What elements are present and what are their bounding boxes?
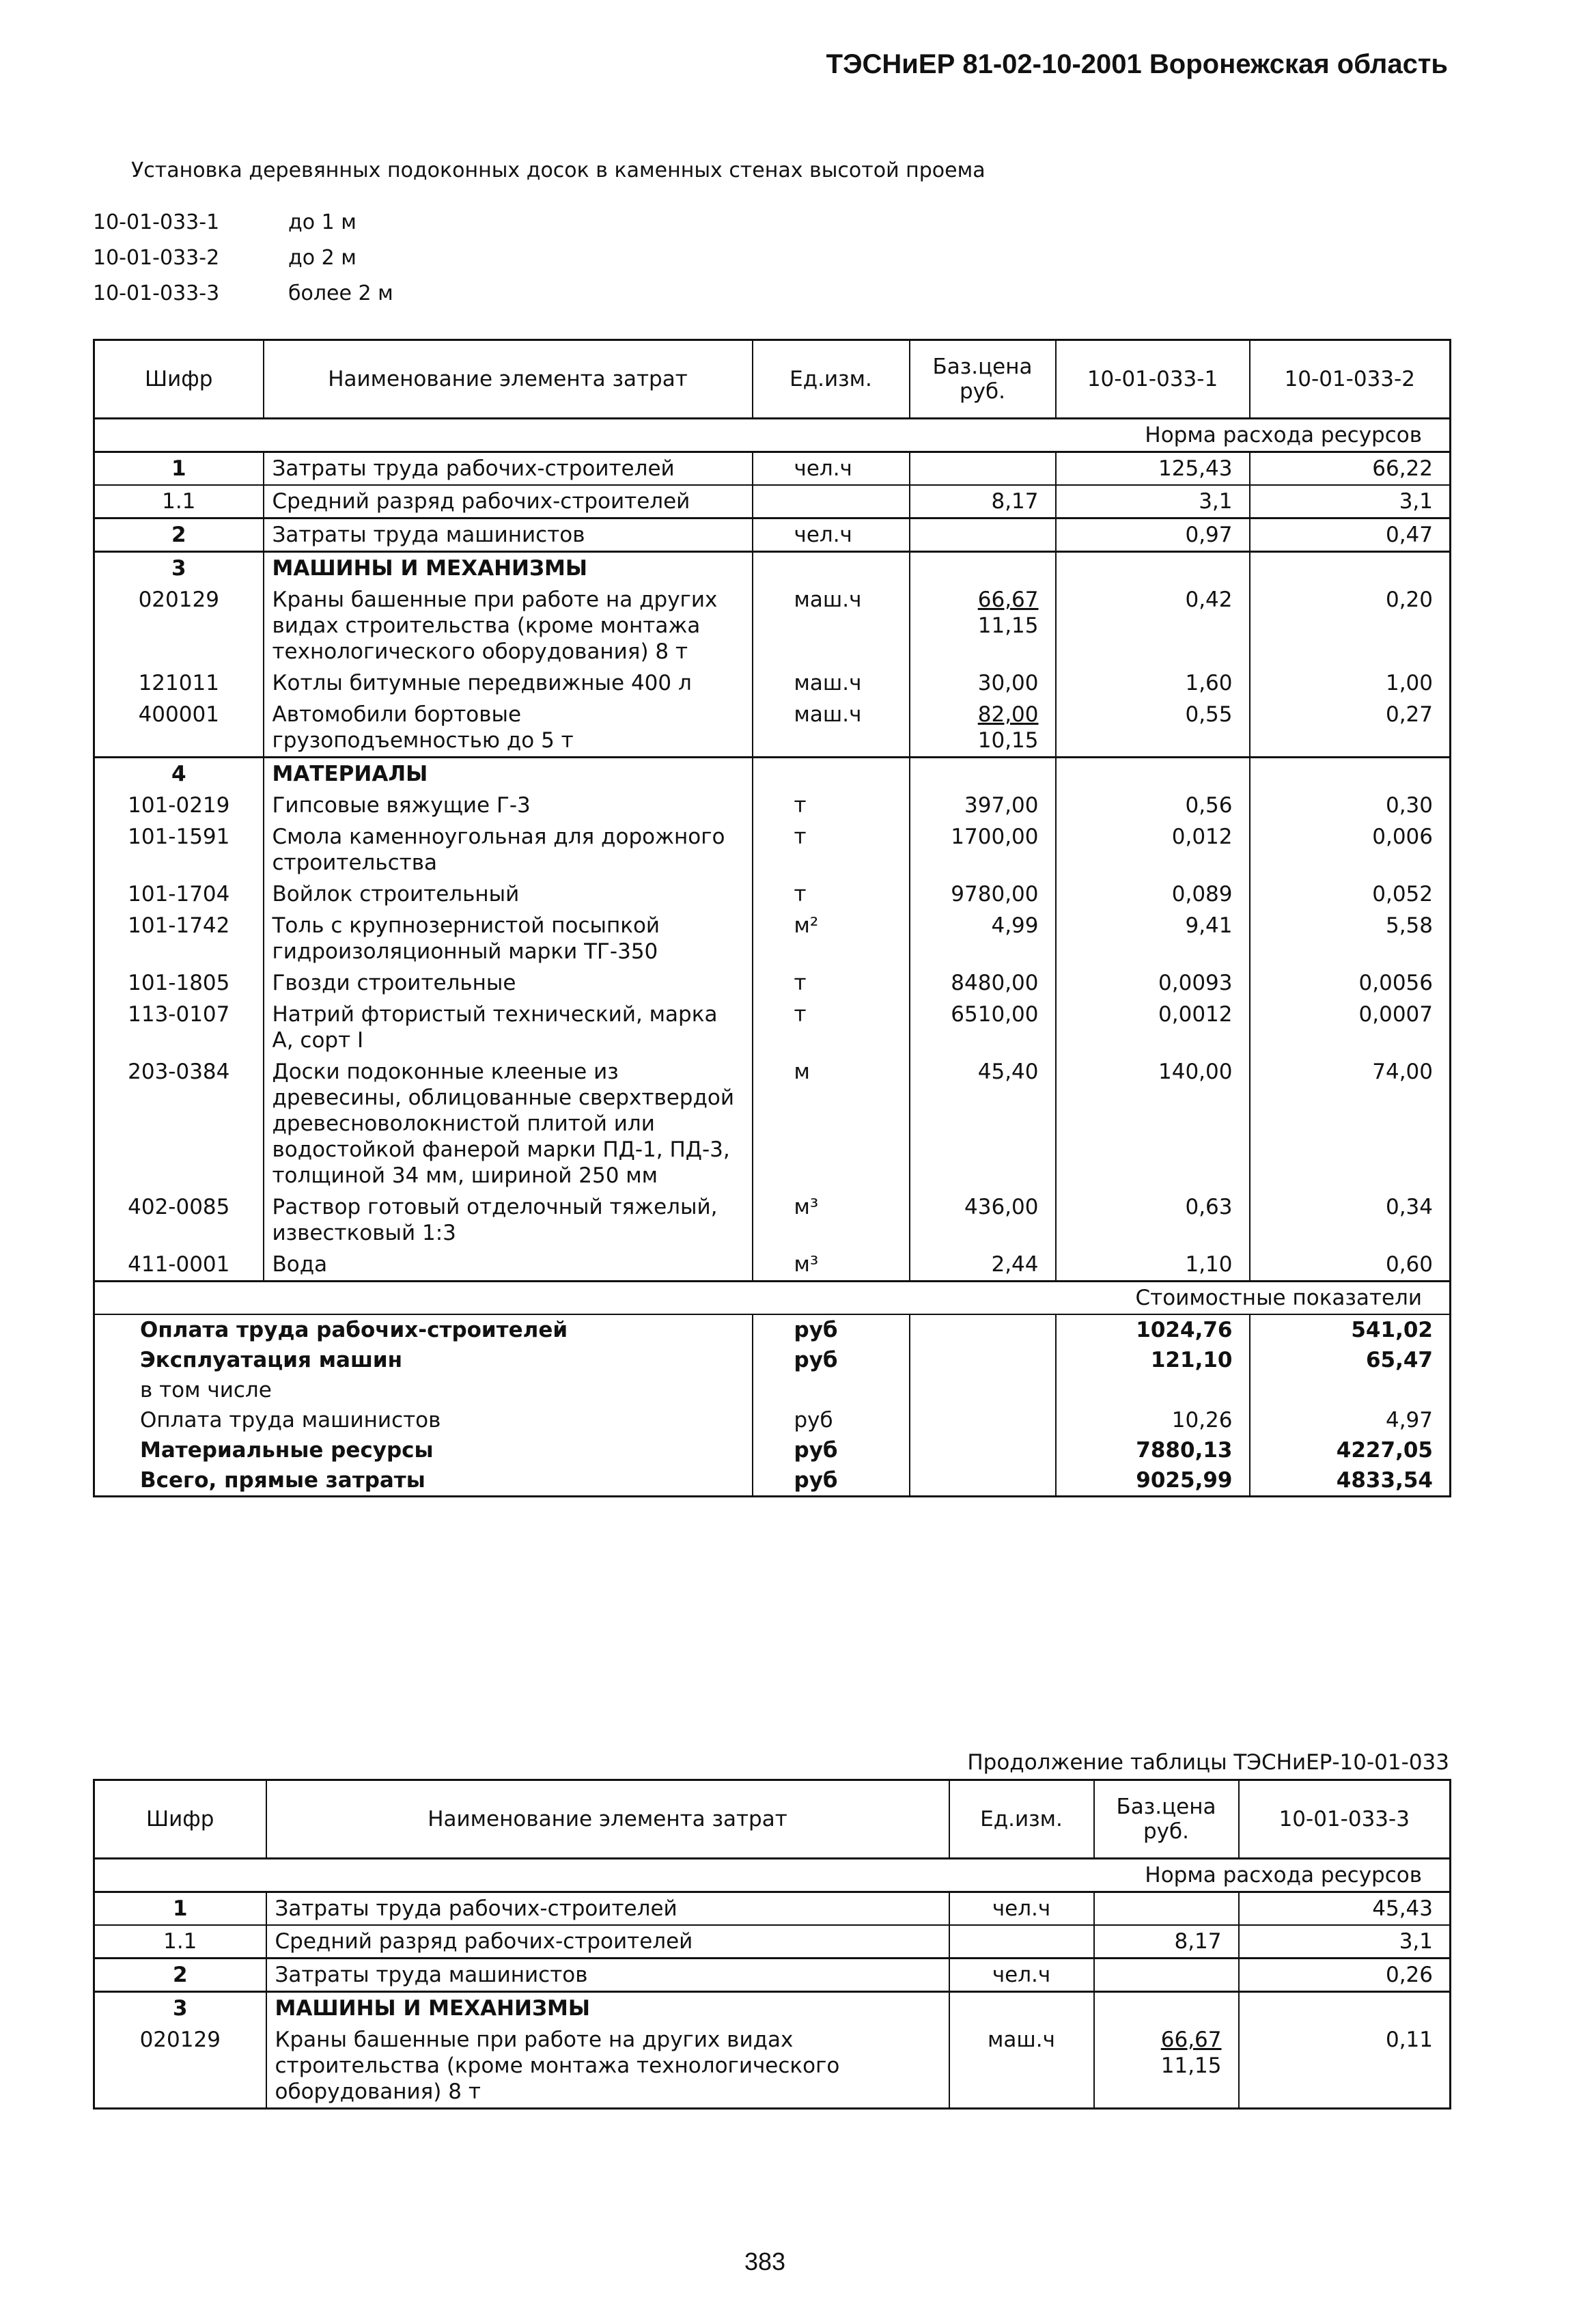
cell-v1 [1056,552,1250,585]
cell-unit: т [753,999,910,1056]
variant-name: до 2 м [288,246,357,270]
table-header [94,340,1451,419]
table-2-body [94,1892,1451,2109]
price-value: 2,44 [991,1252,1039,1277]
cell-v3: 45,43 [1239,1892,1451,1926]
total-name: Оплата труда рабочих-строителей [140,1318,568,1342]
total-price-empty [910,1405,1056,1435]
norms-table-2 [93,1779,1451,2109]
cell-name: Раствор готовый отделочный тяжелый, известковый 1:3 [264,1191,753,1249]
cell-v2: 74,00 [1250,1056,1451,1191]
cell-price [910,552,1056,585]
total-price-empty [910,1465,1056,1497]
cell-unit [949,1925,1094,1959]
cell-unit: маш.ч [949,2024,1094,2109]
cell-unit: т [753,967,910,999]
cell-name: Затраты труда машинистов [264,518,753,552]
cell-v1: 1,10 [1056,1249,1250,1282]
cell-code: 402-0085 [128,1195,230,1219]
cell-name: Толь с крупнозернистой посыпкой гидроизоляционный марки ТГ-350 [264,910,753,967]
cell-price [910,518,1056,552]
price-value: 66,67 [1160,2028,1222,2052]
cell-price [910,452,1056,486]
continuation-caption: Продолжение таблицы ТЭСНиЕР-10-01-033 [967,1750,1449,1775]
total-price-empty [910,1345,1056,1375]
cell-unit [753,485,910,518]
cell-price [910,758,1056,790]
norm-label: Норма расхода ресурсов [94,1859,1451,1892]
table-row [94,485,1451,518]
total-unit [753,1375,910,1405]
variant-code: 10-01-033-3 [93,281,220,305]
cell-v1: 0,089 [1056,879,1250,910]
cell-v2: 0,34 [1250,1191,1451,1249]
cell-price [910,1191,1056,1249]
table-1-totals [94,1314,1451,1497]
cell-v3: 0,26 [1239,1959,1451,1992]
total-v1: 1024,76 [1056,1314,1250,1345]
cell-v2: 0,30 [1250,790,1451,821]
header-price: Баз.цена руб. [1094,1780,1239,1859]
total-v1 [1056,1375,1250,1405]
variant-item [93,276,393,312]
total-v2: 4,97 [1250,1405,1451,1435]
cell-unit: чел.ч [949,1959,1094,1992]
cell-name: Краны башенные при работе на других видах строительства (кроме монтажа технологического оборудования) 8 т [266,2024,949,2109]
variant-item [93,240,393,276]
cell-v3: 0,11 [1239,2024,1451,2109]
header-shifr: Шифр [94,1780,266,1859]
cell-code: 101-0219 [128,793,230,818]
cell-name: Доски подоконные клееные из древесины, облицованные сверхтвердой древесноволокнистой плитой или водостойкой фанерой марки ПД-1, ПД-3, толщиной 34 мм, шириной 250 мм [264,1056,753,1191]
price-value: 30,00 [977,671,1039,695]
table-row [94,999,1451,1056]
header-col-1: 10-01-033-1 [1056,340,1250,419]
cell-unit: м³ [753,1249,910,1282]
norm-label-row [94,1859,1451,1892]
cell-price [910,999,1056,1056]
total-v2: 4227,05 [1250,1435,1451,1465]
table-row [94,552,1451,585]
cell-code: 101-1704 [128,882,230,907]
cell-code: 203-0384 [128,1060,230,1084]
total-price-empty [910,1375,1056,1405]
price-value: 45,40 [977,1060,1039,1084]
cell-code: 1.1 [94,485,264,518]
header-col-3: 10-01-033-3 [1239,1780,1451,1859]
cell-v1: 125,43 [1056,452,1250,486]
price-value: 8,17 [991,489,1039,514]
cell-name: Автомобили бортовые грузоподъемностью до 5 т [264,699,753,758]
variant-name: более 2 м [288,281,393,305]
cell-code: 101-1742 [128,913,230,938]
total-v1: 10,26 [1056,1405,1250,1435]
cell-code: 113-0107 [128,1002,230,1027]
cell-price [1094,1959,1239,1992]
cell-unit [949,1992,1094,2025]
cell-name: Средний разряд рабочих-строителей [264,485,753,518]
header-unit: Ед.изм. [949,1780,1094,1859]
table-row [94,518,1451,552]
cell-unit: т [753,790,910,821]
cell-unit [753,552,910,585]
table-row [94,1191,1451,1249]
cell-code: 1 [94,452,264,486]
norms-table-1 [93,339,1451,1497]
cost-label: Стоимостные показатели [94,1282,1451,1315]
cell-price [910,879,1056,910]
cell-price [910,821,1056,879]
price-secondary: 11,15 [977,613,1039,638]
total-name: в том числе [140,1378,272,1402]
cell-name: Затраты труда рабочих-строителей [266,1892,949,1926]
cell-price [910,1249,1056,1282]
cell-code: 020129 [139,2028,221,2052]
cell-name: Краны башенные при работе на других видах строительства (кроме монтажа технологического оборудования) 8 т [264,584,753,667]
cell-name: Натрий фтористый технический, марка А, сорт I [264,999,753,1056]
cell-price [1094,2024,1239,2109]
cell-v1: 0,42 [1056,584,1250,667]
cell-price [910,967,1056,999]
price-value: 82,00 [977,702,1039,727]
totals-row [94,1314,1451,1345]
total-name: Эксплуатация машин [140,1348,403,1372]
cell-name: Средний разряд рабочих-строителей [266,1925,949,1959]
price-value: 1700,00 [951,825,1039,849]
table-row [94,1249,1451,1282]
cell-v2: 0,60 [1250,1249,1451,1282]
cell-code: 101-1805 [128,971,230,995]
table-row [94,1959,1451,1992]
cell-unit: чел.ч [753,452,910,486]
cell-price [910,584,1056,667]
table-row [94,452,1451,486]
total-v2: 65,47 [1250,1345,1451,1375]
cell-v1: 1,60 [1056,667,1250,699]
cell-v1: 0,56 [1056,790,1250,821]
section-intro: Установка деревянных подоконных досок в каменных стенах высотой проема [131,158,986,182]
cell-v1: 9,41 [1056,910,1250,967]
cell-name: Затраты труда машинистов [266,1959,949,1992]
totals-row [94,1375,1451,1405]
total-unit: руб [753,1314,910,1345]
cell-name: МАТЕРИАЛЫ [264,758,753,790]
header-name: Наименование элемента затрат [266,1780,949,1859]
price-value: 8,17 [1174,1929,1222,1954]
variant-item [93,205,393,240]
variant-list [93,205,393,312]
table-row [94,1925,1451,1959]
total-v1: 7880,13 [1056,1435,1250,1465]
table-row [94,2024,1451,2109]
cell-name: МАШИНЫ И МЕХАНИЗМЫ [266,1992,949,2025]
table-row [94,1992,1451,2025]
header-shifr: Шифр [94,340,264,419]
cell-v2: 0,47 [1250,518,1451,552]
cell-code: 2 [94,1959,266,1992]
cell-v1: 0,55 [1056,699,1250,758]
cell-price [910,790,1056,821]
cell-price [1094,1992,1239,2025]
table-row [94,879,1451,910]
table-row [94,1892,1451,1926]
price-value: 9780,00 [951,882,1039,907]
document-header: ТЭСНиЕР 81-02-10-2001 Воронежская область [826,49,1448,79]
total-v2 [1250,1375,1451,1405]
totals-row [94,1465,1451,1497]
page-number: 383 [744,2247,786,2275]
cell-code: 1.1 [94,1925,266,1959]
cell-v1: 140,00 [1056,1056,1250,1191]
cell-unit: т [753,879,910,910]
total-v1: 9025,99 [1056,1465,1250,1497]
cell-code: 1 [94,1892,266,1926]
cell-v1: 0,012 [1056,821,1250,879]
cell-price [1094,1892,1239,1926]
table-row [94,584,1451,667]
cell-price [910,1056,1056,1191]
price-value: 8480,00 [951,971,1039,995]
price-value: 436,00 [964,1195,1039,1219]
table-header [94,1780,1451,1859]
cell-v1 [1056,758,1250,790]
cell-code: 2 [94,518,264,552]
cell-code: 121011 [138,671,219,695]
cell-v2: 0,0007 [1250,999,1451,1056]
cell-code: 3 [94,552,264,585]
cell-v2: 5,58 [1250,910,1451,967]
cell-price [1094,1925,1239,1959]
total-unit: руб [753,1345,910,1375]
table-row [94,758,1451,790]
cell-price [910,667,1056,699]
cell-name: Гипсовые вяжущие Г-3 [264,790,753,821]
cell-v1: 0,0093 [1056,967,1250,999]
cell-v3 [1239,1992,1451,2025]
cell-name: Войлок строительный [264,879,753,910]
total-name: Всего, прямые затраты [140,1468,425,1493]
cell-code: 400001 [138,702,219,727]
cell-code: 020129 [138,587,219,612]
variant-code: 10-01-033-2 [93,246,220,270]
cell-code: 411-0001 [128,1252,230,1277]
cell-price [910,699,1056,758]
cell-name: Гвозди строительные [264,967,753,999]
cell-v1: 3,1 [1056,485,1250,518]
totals-row [94,1435,1451,1465]
table-row [94,821,1451,879]
cell-unit: м² [753,910,910,967]
price-value: 6510,00 [951,1002,1039,1027]
cell-price [910,910,1056,967]
total-v2: 541,02 [1250,1314,1451,1345]
total-name: Оплата труда машинистов [140,1408,441,1433]
cell-v2: 0,27 [1250,699,1451,758]
price-value: 4,99 [991,913,1039,938]
price-value: 397,00 [964,793,1039,818]
cost-label-row [94,1282,1451,1315]
variant-code: 10-01-033-1 [93,210,220,234]
cell-v2: 0,0056 [1250,967,1451,999]
cell-v2: 1,00 [1250,667,1451,699]
cell-unit: чел.ч [753,518,910,552]
cell-price [910,485,1056,518]
cell-name: Смола каменноугольная для дорожного строительства [264,821,753,879]
price-value: 66,67 [977,587,1039,612]
header-col-2: 10-01-033-2 [1250,340,1451,419]
cell-unit: т [753,821,910,879]
cell-unit: чел.ч [949,1892,1094,1926]
price-secondary: 11,15 [1160,2053,1222,2078]
cell-v2: 0,052 [1250,879,1451,910]
cell-v2 [1250,552,1451,585]
header-price: Баз.цена руб. [910,340,1056,419]
table-row [94,667,1451,699]
table-1-body [94,452,1451,1282]
cell-name: Котлы битумные передвижные 400 л [264,667,753,699]
header-unit: Ед.изм. [753,340,910,419]
totals-row [94,1405,1451,1435]
total-price-empty [910,1435,1056,1465]
table-row [94,910,1451,967]
norm-label: Норма расхода ресурсов [94,419,1451,452]
cell-unit [753,758,910,790]
cell-v2: 3,1 [1250,485,1451,518]
cell-v3: 3,1 [1239,1925,1451,1959]
cell-v1: 0,0012 [1056,999,1250,1056]
cell-name: Затраты труда рабочих-строителей [264,452,753,486]
cell-code: 4 [94,758,264,790]
cell-v2: 0,20 [1250,584,1451,667]
total-v1: 121,10 [1056,1345,1250,1375]
table-row [94,699,1451,758]
cell-code: 101-1591 [128,825,230,849]
table-row [94,1056,1451,1191]
total-unit: руб [753,1405,910,1435]
cell-unit: м [753,1056,910,1191]
cell-name: МАШИНЫ И МЕХАНИЗМЫ [264,552,753,585]
cell-unit: м³ [753,1191,910,1249]
total-v2: 4833,54 [1250,1465,1451,1497]
norm-label-row [94,419,1451,452]
cell-code: 3 [94,1992,266,2025]
totals-row [94,1345,1451,1375]
cell-unit: маш.ч [753,667,910,699]
table-row [94,790,1451,821]
variant-name: до 1 м [288,210,357,234]
cell-v1: 0,97 [1056,518,1250,552]
cell-v2 [1250,758,1451,790]
price-secondary: 10,15 [977,728,1039,753]
cell-v2: 66,22 [1250,452,1451,486]
total-unit: руб [753,1465,910,1497]
cell-name: Вода [264,1249,753,1282]
total-name: Материальные ресурсы [140,1438,434,1463]
cell-v1: 0,63 [1056,1191,1250,1249]
total-price-empty [910,1314,1056,1345]
table-row [94,967,1451,999]
cell-unit: маш.ч [753,584,910,667]
cell-unit: маш.ч [753,699,910,758]
cell-v2: 0,006 [1250,821,1451,879]
header-name: Наименование элемента затрат [264,340,753,419]
total-unit: руб [753,1435,910,1465]
